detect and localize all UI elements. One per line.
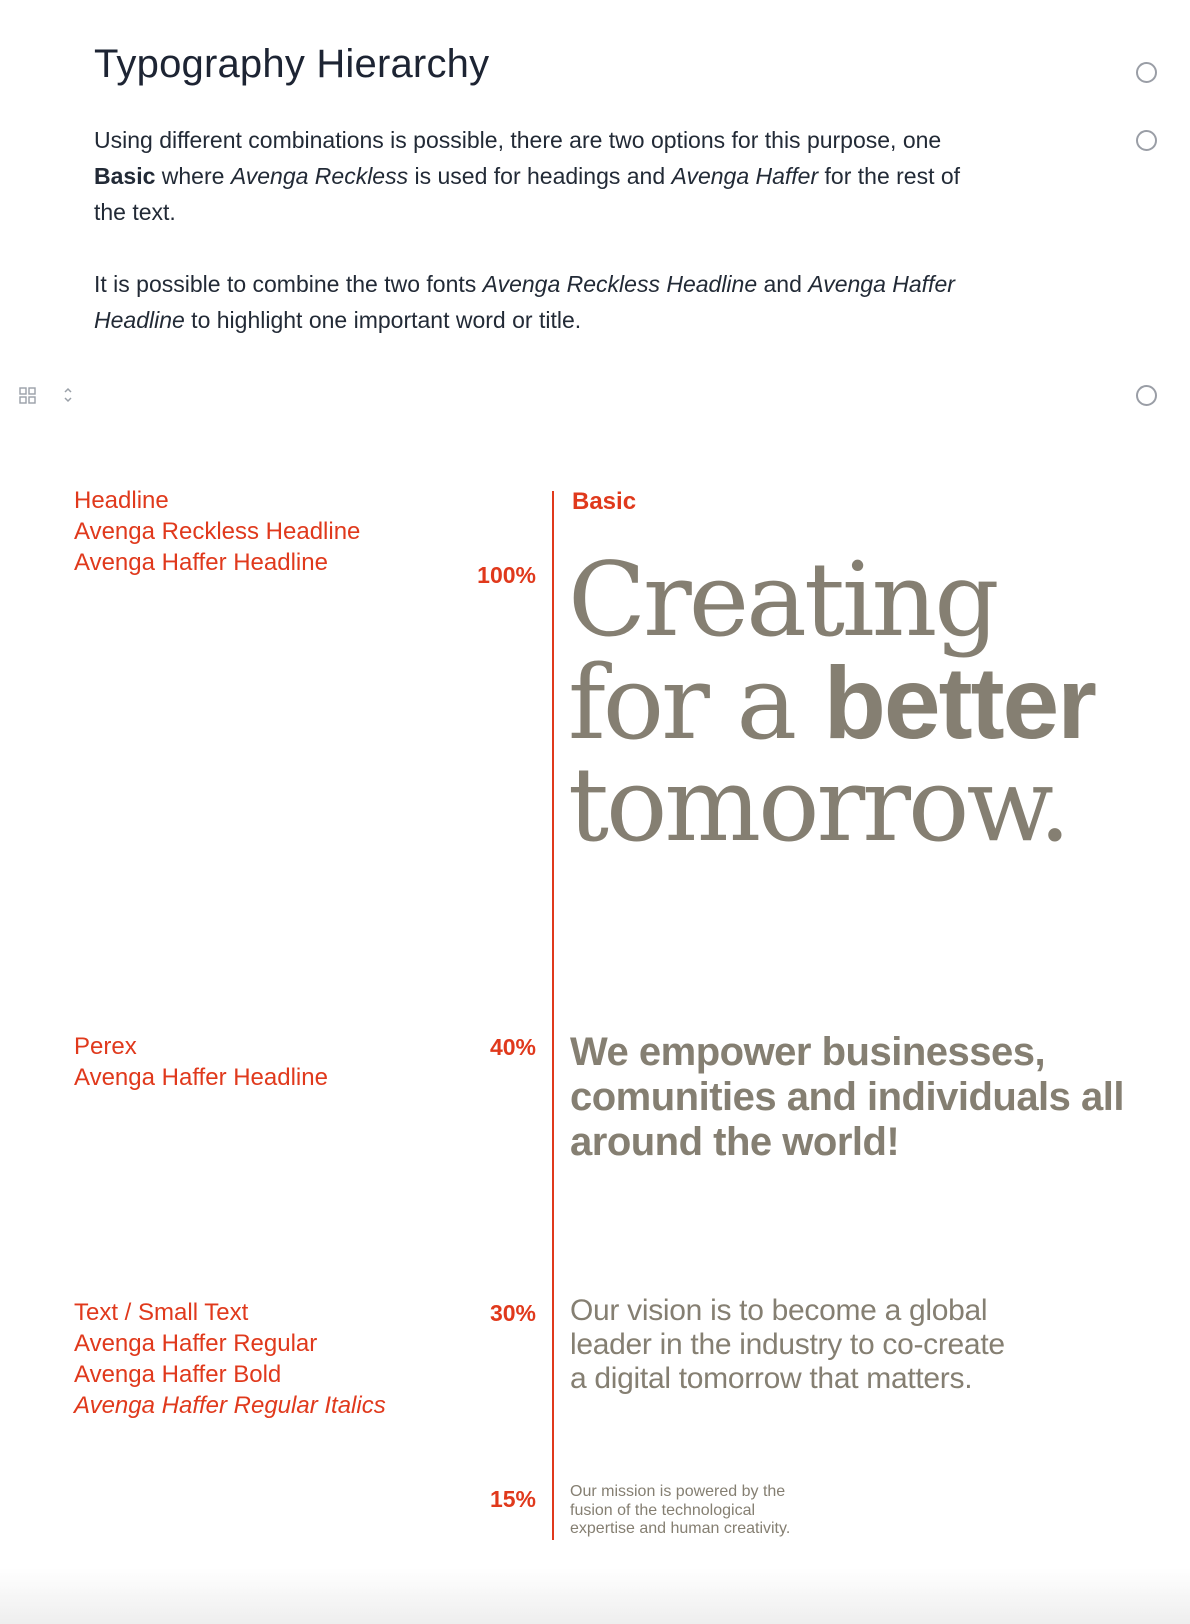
- headline-sample: [568, 541, 1095, 865]
- intro-font-reckless: Avenga Reckless: [230, 163, 409, 189]
- small-sample-line: fusion of the technological: [570, 1501, 756, 1519]
- combine-text-2: and: [757, 271, 809, 297]
- headline-line-3: tomorrow.: [568, 746, 1069, 865]
- combine-font-reckless-headline: Avenga Reckless Headline: [482, 271, 758, 297]
- perex-line: around the world!: [570, 1120, 900, 1164]
- text-percent: 30%: [489, 1300, 536, 1326]
- checkbox-circle-title[interactable]: [1136, 62, 1157, 83]
- perex-line: We empower businesses,: [570, 1030, 1046, 1074]
- text-label: Text / Small Text: [74, 1299, 249, 1326]
- divider-line: [552, 491, 554, 1540]
- headline-line-2b: better: [823, 646, 1095, 760]
- small-sample: [570, 1483, 840, 1539]
- block-grid-icon[interactable]: [19, 387, 36, 404]
- perex-font: Avenga Haffer Headline: [74, 1064, 328, 1091]
- intro-text-2: where: [155, 163, 231, 189]
- combine-paragraph[interactable]: [94, 266, 994, 338]
- text-font-regular: Avenga Haffer Regular: [74, 1330, 318, 1357]
- checkbox-circle-image[interactable]: [1136, 385, 1157, 406]
- basic-label: Basic: [572, 488, 637, 515]
- intro-text-4: for the rest of the text.: [94, 163, 961, 225]
- chevron-up-down-icon[interactable]: [63, 385, 73, 405]
- combine-text-3: to highlight one important word or title.: [184, 307, 582, 333]
- headline-labels: [74, 485, 360, 578]
- intro-basic-bold: Basic: [94, 163, 156, 189]
- text-sample-line: Our vision is to become a global: [570, 1294, 988, 1327]
- perex-label: Perex: [74, 1033, 137, 1060]
- bottom-fade: [0, 1568, 1190, 1624]
- intro-text-3: is used for headings and: [408, 163, 672, 189]
- text-font-bold: Avenga Haffer Bold: [74, 1361, 282, 1388]
- perex-percent: 40%: [489, 1034, 536, 1060]
- small-percent: 15%: [489, 1486, 536, 1512]
- text-labels: [74, 1297, 386, 1421]
- intro-paragraph[interactable]: [94, 122, 994, 230]
- headline-font-reckless: Avenga Reckless Headline: [74, 518, 361, 545]
- intro-text-1: Using different combinations is possible, there are two options for this purpose, one: [94, 127, 942, 153]
- text-sample: [570, 1294, 1090, 1396]
- small-sample-line: expertise and human creativity.: [570, 1520, 791, 1537]
- combine-font-haffer-headline: Avenga Haffer Headline: [94, 271, 955, 333]
- text-sample-line: leader in the industry to co-create: [570, 1328, 1005, 1361]
- perex-sample: [570, 1030, 1170, 1165]
- checkbox-circle-paragraph[interactable]: [1136, 130, 1157, 151]
- text-sample-line: a digital tomorrow that matters.: [570, 1362, 973, 1395]
- perex-line: comunities and individuals all: [570, 1075, 1125, 1119]
- small-sample-line: Our mission is powered by the: [570, 1483, 786, 1500]
- headline-line-1: Creating: [568, 541, 997, 660]
- intro-font-haffer: Avenga Haffer: [671, 163, 819, 189]
- combine-text-1: It is possible to combine the two fonts: [94, 271, 483, 297]
- headline-line-2a: for a: [568, 644, 824, 763]
- page-title: Typography Hierarchy: [94, 42, 490, 86]
- perex-labels: [74, 1031, 328, 1093]
- text-font-italic: Avenga Haffer Regular Italics: [74, 1392, 386, 1419]
- headline-font-haffer: Avenga Haffer Headline: [74, 549, 328, 576]
- headline-label: Headline: [74, 487, 169, 514]
- headline-percent: 100%: [477, 562, 536, 588]
